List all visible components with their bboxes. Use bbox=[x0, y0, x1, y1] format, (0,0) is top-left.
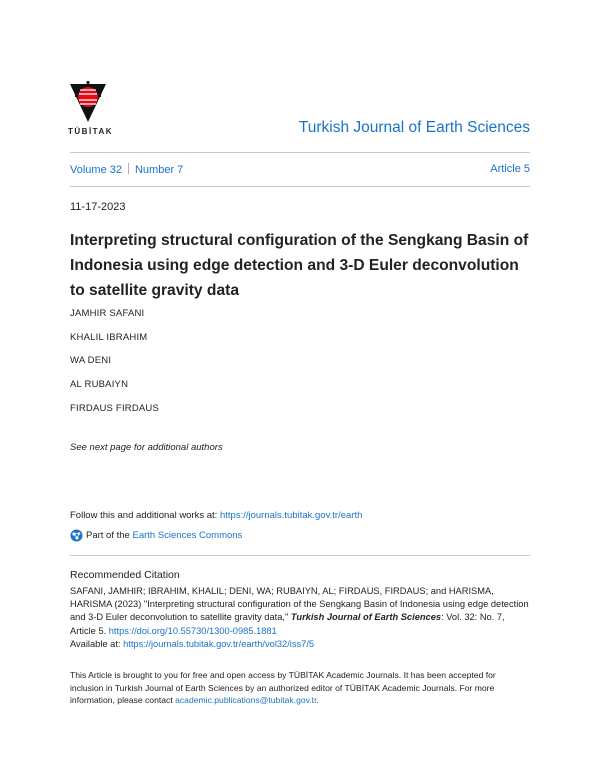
access-statement-end: . bbox=[316, 695, 319, 705]
author-name: AL RUBAIYN bbox=[70, 379, 129, 390]
logo-wordmark: TÜBİTAK bbox=[68, 127, 114, 136]
available-link[interactable]: https://journals.tubitak.gov.tr/earth/vol32/iss7/5 bbox=[123, 638, 315, 649]
journal-title-link[interactable]: Turkish Journal of Earth Sciences bbox=[298, 119, 530, 136]
divider bbox=[70, 152, 530, 153]
citation-body: SAFANI, JAMHIR; IBRAHIM, KHALIL; DENI, WA; RUBAIYN, AL; FIRDAUS, FIRDAUS; and HARISMA, HARISMA (2023) "Interpreting structural configuration of the Sengkang Basin of Indonesia using edge detection and 3-D Euler deconvolution to satellite gravity data," bbox=[70, 586, 529, 623]
article-link[interactable]: Article 5 bbox=[490, 163, 530, 175]
see-next-note: See next page for additional authors bbox=[70, 442, 223, 453]
author-name: KHALIL IBRAHIM bbox=[70, 332, 148, 343]
article-title: Interpreting structural configuration of the Sengkang Basin of Indonesia using edge detection and 3-D Euler deconvolution to satellite gravity data bbox=[70, 232, 529, 299]
author-name: WA DENI bbox=[70, 355, 112, 366]
author-name: FIRDAUS FIRDAUS bbox=[70, 403, 160, 414]
follow-line bbox=[70, 510, 362, 521]
author-name: JAMHIR SAFANI bbox=[70, 308, 145, 319]
follow-prefix: Follow this and additional works at: bbox=[70, 510, 220, 521]
issue-meta-row bbox=[70, 163, 530, 176]
doi-link[interactable]: https://doi.org/10.55730/1300-0985.1881 bbox=[108, 625, 277, 636]
available-prefix: Available at: bbox=[70, 638, 124, 649]
divider bbox=[70, 555, 530, 556]
divider bbox=[70, 186, 530, 187]
commons-network-icon bbox=[70, 529, 83, 542]
citation-journal: Turkish Journal of Earth Sciences bbox=[290, 612, 442, 623]
earth-sciences-commons-link[interactable]: Earth Sciences Commons bbox=[132, 530, 243, 541]
part-of-prefix: Part of the bbox=[86, 530, 130, 541]
recommended-citation-heading: Recommended Citation bbox=[70, 569, 180, 581]
contact-email-link[interactable]: academic.publications@tubitak.gov.tr bbox=[175, 695, 317, 705]
meta-separator bbox=[128, 163, 129, 174]
follow-link[interactable]: https://journals.tubitak.gov.tr/earth bbox=[219, 510, 363, 521]
citation-volume: : Vol. 32: No. 7, Article 5. bbox=[70, 612, 505, 636]
number-link[interactable]: Number 7 bbox=[134, 164, 184, 176]
access-statement-text: This Article is brought to you for free and open access by TÜBİTAK Academic Journals. It has been accepted for inclusion in Turkish Journal of Earth Sciences by an authorized editor of TÜBİTAK Academic Journals. For more information, please contact bbox=[70, 670, 496, 705]
citation-text bbox=[70, 585, 530, 651]
part-of-line bbox=[70, 529, 242, 542]
volume-link[interactable]: Volume 32 bbox=[70, 164, 122, 176]
publication-date: 11-17-2023 bbox=[70, 201, 126, 213]
access-statement bbox=[70, 669, 530, 707]
